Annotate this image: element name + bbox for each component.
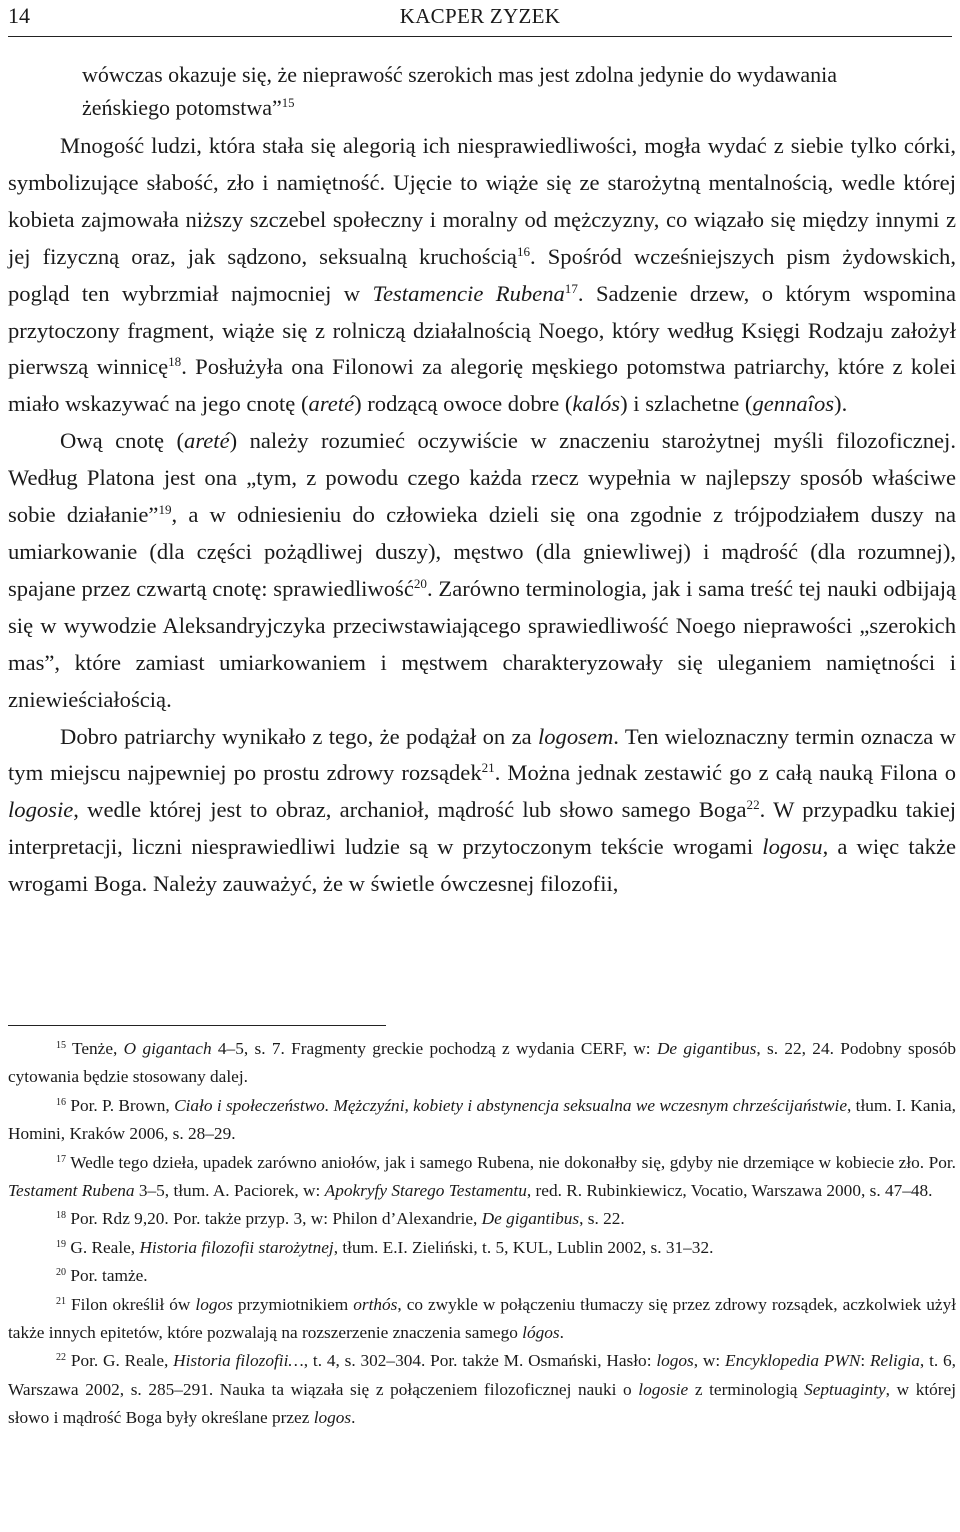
running-header [8,0,952,37]
footnote-ref: 21 [481,760,495,776]
footnote-ref: 17 [564,280,578,296]
body-text [8,128,956,903]
footnote-separator [8,1025,386,1026]
page-number: 14 [8,3,30,28]
footnote-16: $^{16}$ Por. P. Brown, Ciało i społeczeństwo. Mężczyźni, kobiety i abstynencja seksualna we wczesnym chrześcijaństwie, tłum. I. Kania, Homini, Kraków 2006, s. 28–29. [8,1095,956,1144]
block-quote: wówczas okazuje się, że nieprawość szerokich mas jest zdolna jedynie do wydawania żeńskiego potomstwa”$^{15}$ [82,62,838,120]
paragraph: Dobro patriarchy wynikało z tego, że podążał on za logosem. Ten wieloznaczny termin oznacza w tym miejscu najpewniej po prostu zdrowy rozsądek$^{21}$. Można jednak zestawić go z całą nauką Filona o logosie, wedle której jest to obraz, archanioł, mądrość lub słowo samego Boga$^{22}$. W przypadku takiej interpretacji, liczni niesprawiedliwi ludzie są w przytoczonym tekście wrogami logosu, a więc także wrogami Boga. Należy zauważyć, że w świetle ówczesnej filozofii, [8,723,957,897]
footnote-ref: 15 [281,96,295,111]
footnote-22: $^{22}$ Por. G. Reale, Historia filozofii…, t. 4, s. 302–304. Por. także M. Osmański, Hasło: logos, w: Encyklopedia PWN: Religia, t. 6, Warszawa 2002, s. 285–291. Nauka ta wiązała się z połączeniem filozoficznej nauki o logosie z terminologią Septuaginty, w której słowo i mądrość Boga były określane przez logos. [8,1351,957,1428]
footnote-ref: 18 [168,354,182,370]
running-head-author: KACPER ZYZEK [399,4,561,28]
paragraph: Mnogość ludzi, która stała się alegorią ich niesprawiedliwości, mogła wydać z siebie tylko córki, symbolizujące słabość, zło i namiętność. Ujęcie to wiąże się ze starożytną mentalnością, wedle której kobieta zajmowała niższy szczebel społeczny i moralny od mężczyzny, co wiązało się między innymi z jej fizyczną oraz, jak sądzono, seksualną kruchością$^{16}$. Spośród wcześniejszych pism żydowskich, pogląd ten wybrzmiał najmocniej w Testamencie Rubena$^{17}$. Sadzenie drzew, o którym wspomina przytoczony fragment, wiąże się z rolniczą działalnością Noego, który według Księgi Rodzaju założył pierwszą winnicę$^{18}$. Posłużyła ona Filonowi za alegorię męskiego potomstwa patriarchy, które z kolei miało wskazywać na jego cnotę (areté) rodzącą owoce dobre (kalós) i szlachetne (gennaîos). [8,133,956,417]
footnote-17: $^{17}$ Wedle tego dzieła, upadek zarówno aniołów, jak i samego Rubena, nie dokonałby się, gdyby nie drzemiące w kobiecie zło. Por. Testament Rubena 3–5, tłum. A. Paciorek, w: Apokryfy Starego Testamentu, red. R. Rubinkiewicz, Vocatio, Warszawa 2000, s. 47–48. [8,1152,956,1201]
footnote-ref: 20 [413,575,427,591]
footnote-18: $^{18}$ Por. Rdz 9,20. Por. także przyp. 3, w: Philon d’Alexandrie, De gigantibus, s. 22. [56,1209,625,1229]
paragraph: Ową cnotę (areté) należy rozumieć oczywiście w znaczeniu starożytnej myśli filozoficznej. Według Platona jest ona „tym, z powodu czego każda rzecz wypełnia w najlepszy sposób właściwe sobie działanie”$^{19}$, a w odniesieniu do człowieka dzieli się ona zgodnie z trójpodziałem duszy na umiarkowanie (dla części pożądliwej duszy), męstwo (dla gniewliwej) i mądrość (dla rozumnej), spajane przez czwartą cnotę: sprawiedliwość$^{20}$. Zarówno terminologia, jak i sama treść tej nauki odbijają się w wywodzie Aleksandryjczyka przeciwstawiającego sprawiedliwość Noego nieprawości „szerokich mas”, które zamiast umiarkowaniem i męstwem charakteryzowały się uleganiem namiętności i zniewieściałością. [8,428,957,712]
footnote-20: $^{20}$ Por. tamże. [56,1266,148,1286]
footnote-21: $^{21}$ Filon określił ów logos przymiotnikiem orthós, co zwykle w połączeniu tłumaczy się przez zdrowy rozsądek, aczkolwiek użył także innych epitetów, które pozwalają na rozszerzenie znaczenia samego lógos. [8,1294,957,1343]
footnotes [8,1035,956,1433]
footnote-15: $^{15}$ Tenże, O gigantach 4–5, s. 7. Fragmenty greckie pochodzą z wydania CERF, w: De gigantibus, s. 22, 24. Podobny sposób cytowania będzie stosowany dalej. [8,1039,957,1087]
footnote-ref: 16 [516,243,531,259]
footnote-19: $^{19}$ G. Reale, Historia filozofii starożytnej, tłum. E.I. Zieliński, t. 5, KUL, Lublin 2002, s. 31–32. [56,1237,714,1257]
footnote-ref: 19 [158,501,172,517]
footnote-ref: 22 [746,797,760,813]
